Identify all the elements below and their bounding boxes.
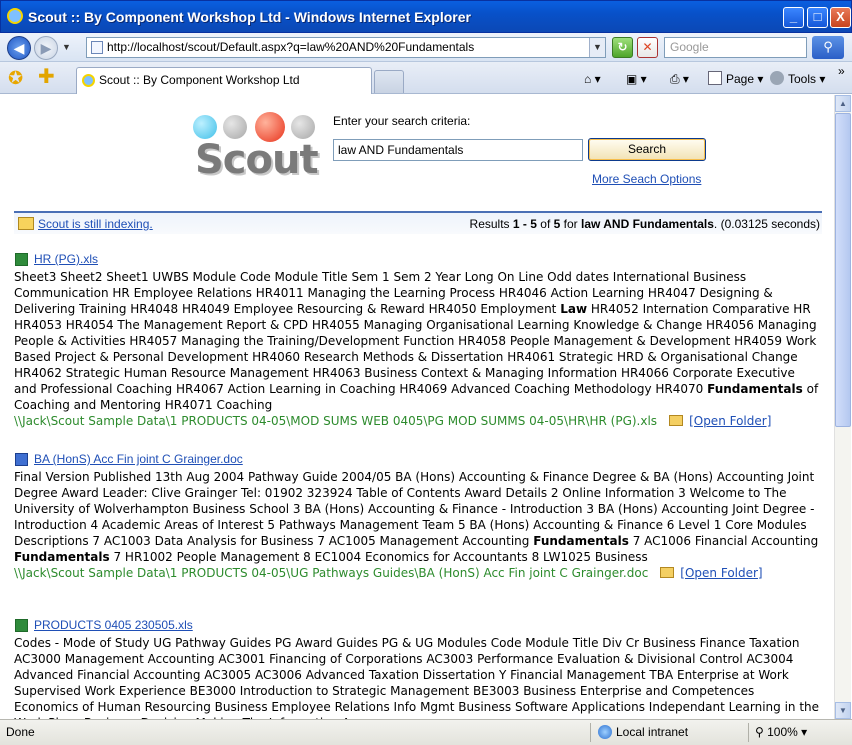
result-item (14, 618, 820, 731)
window-title-bar (0, 0, 852, 33)
new-tab-button[interactable] (374, 70, 404, 93)
address-dropdown-icon[interactable]: ▼ (589, 38, 605, 57)
browser-search-input[interactable]: Google (664, 37, 807, 58)
result-link[interactable]: PRODUCTS 0405 230505.xls (34, 618, 193, 632)
close-button[interactable]: X (830, 7, 851, 28)
security-zone (598, 725, 688, 739)
result-path-text: \\Jack\Scout Sample Data\1 PRODUCTS 04-05\MOD SUMS WEB 0405\PG MOD SUMMS 04-05\HR\HR (PG).xls (14, 414, 658, 428)
results-to: 5 (530, 217, 537, 231)
result-snippet (14, 635, 820, 731)
security-zone-label: Local intranet (616, 725, 689, 739)
snippet-text: Codes - Mode of Study UG Pathway Guides PG Award Guides PG & UG Modules Code Module Title Div Cr Business Finance Taxation AC3000 Management Accounting AC3001 Financing of Corporations AC3003 Performance Evaluation & Divisional Control AC3004 Advanced Financial Accounting AC3005 AC3006 Advanced Taxation Dissertation Y Financial Management TBA Enterprise at Work Supervised Work Experience BE3000 Introduction to Strategic Management BE3003 Business Enterprise and Competences Economics of Human Resourcing Business Employee Relations Info Mgmt Business Software Applications Independant Learning in the (14, 636, 820, 714)
result-path (14, 413, 820, 429)
tools-menu[interactable]: Tools ▾ (770, 70, 825, 88)
logo-dot (223, 115, 247, 139)
scroll-thumb[interactable] (835, 113, 851, 427)
more-search-options-link[interactable]: More Seach Options (592, 172, 702, 186)
page-content (2, 95, 834, 719)
snippet-text: of Coaching and Mentoring HR4071 Coaching (14, 382, 819, 412)
indexing-status-link[interactable]: Scout is still indexing. (38, 217, 153, 231)
results-query: law AND Fundamentals (581, 217, 714, 231)
search-button[interactable]: Search (588, 138, 706, 161)
tab-label: Scout :: By Component Workshop Ltd (99, 73, 300, 87)
status-text: Done (6, 725, 35, 739)
ie-logo-icon (7, 8, 23, 24)
snippet-text: Final Version Published 13th Aug 2004 Pathway Guide 2004/05 BA (Hons) Accounting & Finance Degree & BA (Hons) Accounting Joint Degree Award Leader: Clive Grainger Tel: 01902 323924 Table of Contents Award Details 2 Online Information 3 Welcome to The University of Wolverhampton Business School 3 BA (Hons) Accounting & Finance - Introduction 3 BA (Hons) Accounting Joint Degree - Introduction 4 Academic Areas of Interest 5 Pathways Management Team 5 BA (Hons) Accounting & Finance 6 Level 1 Core Modules Descriptions 7 AC1003 Data Analysis for Business 7 AC1005 Management Accounting (14, 470, 815, 548)
results-for: for (560, 217, 581, 231)
results-time: . (0.03125 seconds) (713, 217, 820, 231)
vertical-scrollbar[interactable] (834, 95, 851, 719)
zoom-control[interactable]: ⚲ 100% ▾ (755, 725, 808, 739)
tools-menu-label: Tools (788, 72, 817, 86)
open-folder-icon[interactable] (669, 415, 683, 426)
results-of: of (536, 217, 554, 231)
result-snippet (14, 469, 820, 565)
scroll-down-icon[interactable]: ▼ (835, 702, 851, 719)
print-icon[interactable]: ⎙ ▾ (670, 72, 689, 86)
page-icon (91, 41, 103, 54)
scroll-up-icon[interactable]: ▲ (835, 95, 851, 112)
open-folder-link[interactable]: [Open Folder] (689, 414, 772, 428)
result-title (14, 452, 820, 468)
highlight-term: Fundamentals (533, 534, 629, 548)
add-favorites-icon[interactable]: ✚ (38, 66, 55, 88)
results-total: 5 (553, 217, 561, 231)
result-item (14, 452, 820, 581)
page-menu-label: Page (726, 72, 755, 86)
result-title (14, 618, 820, 634)
logo-text: Scout (195, 137, 318, 183)
address-url: http://localhost/scout/Default.aspx?q=law%20AND%20Fundamentals (107, 40, 475, 54)
status-bar (0, 719, 852, 745)
excel-icon (15, 253, 28, 266)
result-snippet (14, 269, 820, 413)
page-menu[interactable]: Page ▾ (708, 70, 763, 88)
logo-dot (193, 115, 217, 139)
refresh-button[interactable]: ↻ (612, 37, 633, 58)
result-link[interactable]: BA (HonS) Acc Fin joint C Grainger.doc (34, 452, 243, 466)
scout-logo (187, 115, 322, 187)
criteria-label: Enter your search criteria: (333, 114, 471, 128)
indexing-icon (18, 217, 34, 230)
results-prefix: Results (469, 217, 513, 231)
navigation-bar (0, 33, 852, 62)
results-from: 1 (512, 217, 520, 231)
recent-pages-dropdown-icon[interactable]: ▼ (62, 42, 71, 52)
forward-button[interactable]: ▶ (34, 36, 58, 60)
search-criteria-input[interactable]: law AND Fundamentals (333, 139, 583, 161)
logo-dot (291, 115, 315, 139)
open-folder-icon[interactable] (660, 567, 674, 578)
stop-button[interactable]: ✕ (637, 37, 658, 58)
address-bar[interactable] (86, 37, 606, 58)
result-path-text: \\Jack\Scout Sample Data\1 PRODUCTS 04-05\UG Pathways Guides\BA (HonS) Acc Fin joint C Grainger.doc (14, 566, 649, 580)
status-divider (748, 723, 749, 742)
highlight-term: Fundamentals (707, 382, 803, 396)
maximize-button[interactable]: □ (807, 7, 828, 28)
tab-bar (0, 62, 852, 94)
snippet-text: 7 HR1002 People Management 8 EC1004 Economics for Accountants 8 LW1025 Business (109, 550, 648, 564)
word-icon (15, 453, 28, 466)
home-icon[interactable]: ⌂ ▾ (584, 72, 601, 86)
results-header (14, 211, 822, 234)
results-dash: - (519, 217, 531, 231)
window-title: Scout :: By Component Workshop Ltd - Windows Internet Explorer (28, 9, 471, 25)
feeds-icon[interactable]: ▣ ▾ (626, 72, 647, 86)
browser-search-button[interactable]: ⚲ (812, 36, 844, 59)
gear-icon (770, 71, 784, 85)
excel-icon (15, 619, 28, 632)
result-link[interactable]: HR (PG).xls (34, 252, 98, 266)
result-item (14, 252, 820, 429)
back-button[interactable]: ◀ (7, 36, 31, 60)
snippet-text: HR4052 Internation Comparative HR HR4053 HR4054 The Management Report & CPD HR4055 Managing Organisational Learning Knowledge & Change HR4056 Managing People & Activities HR4057 Managing the Training/Development Function HR4058 People Management & Development HR4059 Work Based Project & Personal Development HR4060 Research Methods & Dissertation HR4061 Strategic HRD & Organisational Change HR4062 Strategic Human Resource Management HR4063 Business Context & Managing Information HR4066 Corporate Executive and Professional Coaching HR4067 Action Learning in Coaching HR4069 Advanced Coaching Methodology HR4070 (14, 302, 817, 396)
results-summary (470, 217, 820, 231)
snippet-text: 7 AC1006 Financial Accounting (628, 534, 819, 548)
chevron-more-icon[interactable]: » (838, 64, 845, 78)
highlight-term: Law (560, 302, 588, 316)
status-divider (590, 723, 591, 742)
snippet-text: Sheet3 Sheet2 Sheet1 UWBS Module Code Module Title Sem 1 Sem 2 Year Long On Line Odd dates International Business Communication HR Employee Relations HR4011 Managing the Learning Process HR4046 Action Learning HR4047 Designing & Delivering Training HR4048 HR4049 Employee Resourcing & Reward HR4050 Employment (14, 270, 773, 316)
zoom-level: 100% (767, 725, 798, 739)
globe-icon (598, 725, 612, 739)
favorites-star-icon[interactable]: ✪ (8, 68, 24, 88)
highlight-term: Fundamentals (14, 550, 110, 564)
minimize-button[interactable]: _ (783, 7, 804, 28)
tab-ie-icon (82, 74, 95, 87)
page-menu-icon (708, 71, 722, 85)
result-title (14, 252, 820, 268)
result-path (14, 565, 820, 581)
tab-scout[interactable] (76, 67, 372, 94)
open-folder-link[interactable]: [Open Folder] (680, 566, 763, 580)
